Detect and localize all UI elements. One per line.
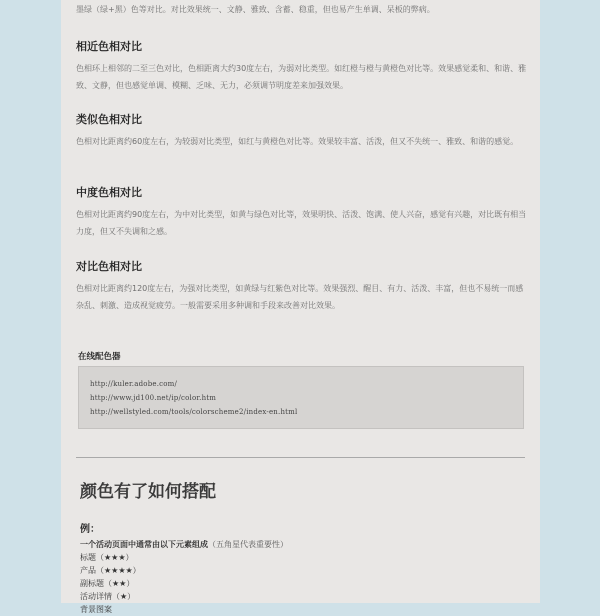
section-body: 色相环上相邻的二至三色对比，色相距离大约30度左右，为弱对比类型。如红橙与橙与黄橙色对比等。效果感觉柔和、和谐、雅致、文静，但也感觉单调、模糊、乏味、无力，必须调节明度差来加强效果。 (76, 64, 527, 90)
section-medium-hue (76, 186, 531, 240)
section-body: 色相对比距离约120度左右，为强对比类型，如黄绿与红紫色对比等。效果强烈、醒目、有力、活泼、丰富，但也不易统一而感杂乱、刺激、造成视觉疲劳。一般需要采用多种调和手段来改善对比效果。 (76, 284, 524, 310)
section-title: 中度色相对比 (76, 186, 142, 199)
divider (76, 457, 525, 458)
list-item: 背景图案 (80, 605, 112, 614)
section-title: 对比色相对比 (76, 260, 142, 273)
example-block (80, 520, 520, 616)
example-label: 例： (80, 524, 100, 535)
intro-text: 墨绿（绿+黑）色等对比。对比效果统一、文静、雅致、含蓄、稳重，但也易产生单调、呆板的弊病。 (76, 5, 435, 14)
section-title: 相近色相对比 (76, 40, 142, 53)
tool-link[interactable]: http://kuler.adobe.com/ (90, 380, 178, 388)
list-item: 产品（★★★★） (80, 566, 141, 575)
article-page (61, 0, 540, 614)
list-item: 标题（★★★） (80, 553, 134, 562)
section-near-hue (76, 40, 531, 94)
tool-link[interactable]: http://wellstyled.com/tools/colorscheme2/index-en.html (90, 408, 298, 416)
page-heading: 颜色有了如何搭配 (80, 482, 216, 502)
tool-link[interactable]: http://www.jd100.net/ip/color.htm (90, 394, 217, 402)
section-body: 色相对比距离约90度左右，为中对比类型，如黄与绿色对比等，效果明快、活泼、饱满、使人兴奋，感觉有兴趣，对比既有相当力度，但又不失调和之感。 (76, 210, 527, 236)
section-title: 类似色相对比 (76, 113, 142, 126)
list-item: 副标题（★★） (80, 579, 135, 588)
link-list-box (78, 366, 524, 429)
example-lead: 一个活动页面中通常由以下元素组成 (80, 540, 208, 549)
section-similar-hue (76, 113, 531, 150)
section-contrast-hue (76, 260, 531, 314)
tools-title: 在线配色器 (78, 352, 121, 362)
list-item: 活动详情（★） (80, 592, 136, 601)
section-body: 色相对比距离约60度左右，为较弱对比类型，如红与黄橙色对比等。效果较丰富、活泼，但又不失统一、雅致、和谐的感觉。 (76, 137, 519, 146)
example-lead-note: （五角星代表重要性） (208, 540, 288, 549)
